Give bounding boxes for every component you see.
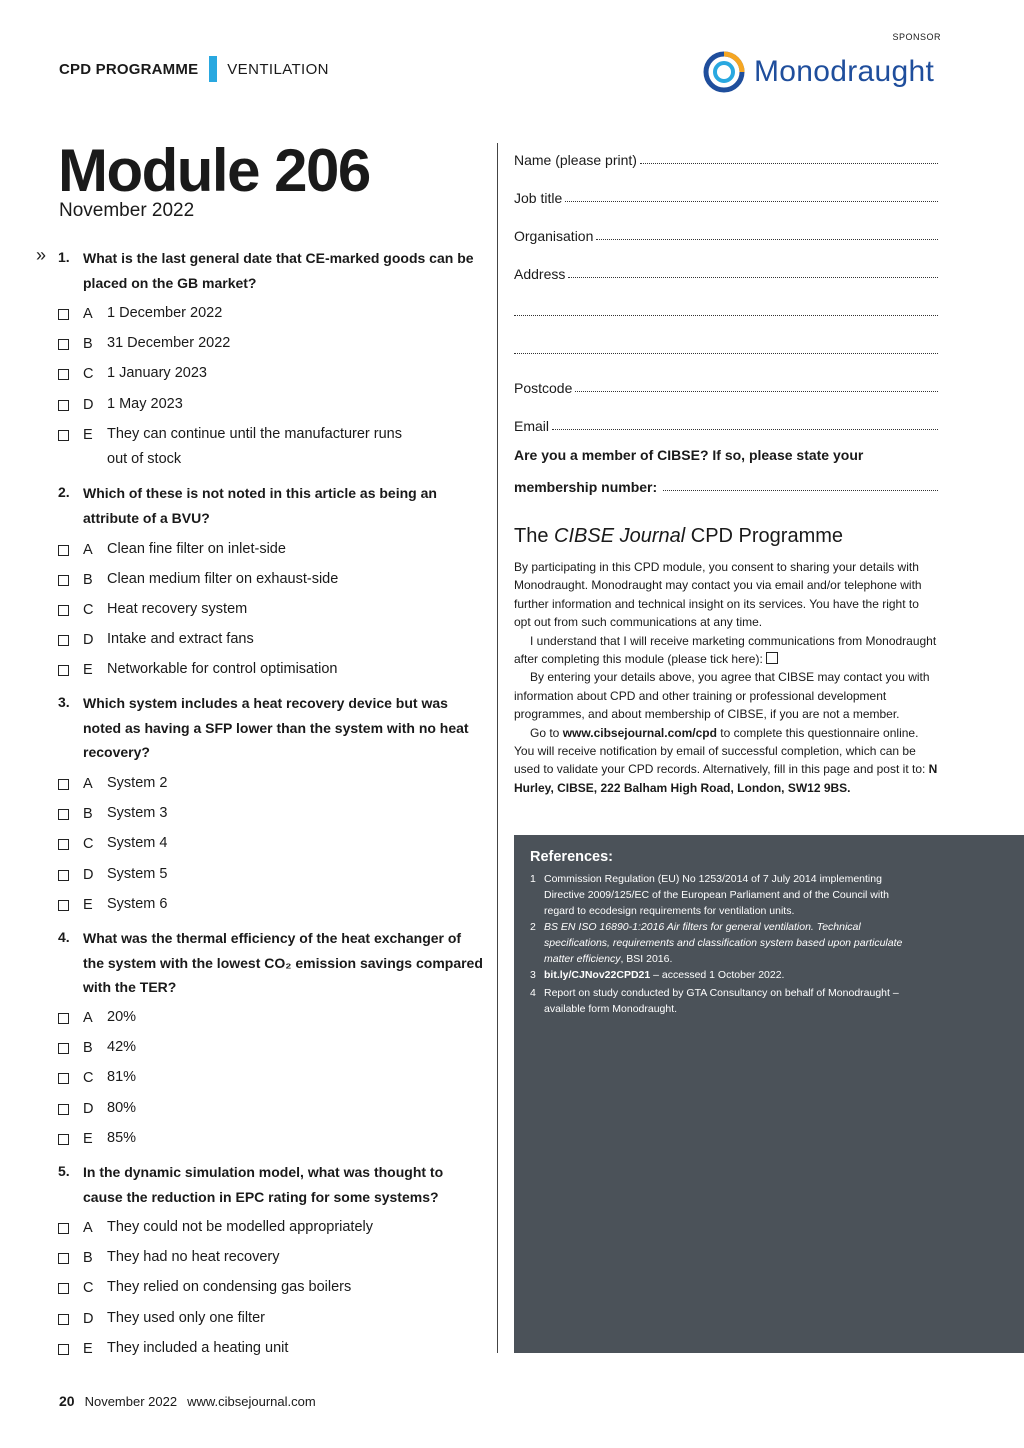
checkbox[interactable] <box>58 665 69 676</box>
checkbox[interactable] <box>58 1344 69 1355</box>
address-field[interactable]: Address <box>514 262 938 282</box>
job-title-field[interactable]: Job title <box>514 186 938 206</box>
checkbox[interactable] <box>58 1073 69 1084</box>
address-line-2[interactable] <box>514 300 938 320</box>
name-field[interactable]: Name (please print) <box>514 148 938 168</box>
monodraught-logo-icon <box>702 50 746 94</box>
checkbox[interactable] <box>58 635 69 646</box>
checkbox[interactable] <box>58 1104 69 1115</box>
email-field[interactable]: Email <box>514 414 938 434</box>
checkbox[interactable] <box>58 400 69 411</box>
question-number: 2. <box>58 484 70 500</box>
question-number: 5. <box>58 1163 70 1179</box>
question-text: What is the last general date that CE-marked goods can be placed on the GB market? <box>83 250 474 291</box>
marketing-paragraph: I understand that I will receive marketing communications from Monodraught after completing this module (please tick here): <box>514 633 937 667</box>
footer-date: November 2022 <box>84 1394 178 1409</box>
column-divider <box>497 143 498 1353</box>
checkbox[interactable] <box>58 1223 69 1234</box>
question-number: 3. <box>58 694 70 710</box>
checkbox[interactable] <box>58 369 69 380</box>
cpd-programme-title: The CIBSE Journal CPD Programme <box>514 525 844 547</box>
double-chevron-right-icon: » <box>36 245 47 265</box>
page-footer <box>59 1393 316 1409</box>
checkbox[interactable] <box>58 1253 69 1264</box>
checkbox[interactable] <box>58 809 69 820</box>
organisation-field[interactable]: Organisation <box>514 224 938 244</box>
checkbox[interactable] <box>58 545 69 556</box>
sponsor-name: Monodraught <box>754 55 935 88</box>
checkbox[interactable] <box>58 575 69 586</box>
address-line-3[interactable] <box>514 338 938 358</box>
references-title: References: <box>530 849 614 865</box>
checkbox[interactable] <box>58 1283 69 1294</box>
section-header <box>59 56 329 82</box>
topic-label: VENTILATION <box>227 60 329 78</box>
references-panel: References: 1 Commission Regulation (EU) No 1253/2014 of 7 July 2014 implementing Directive 2009/125/EC of the European Parliament and of the Council with regard to ecodesign requirements for ventilation units. 2 BS EN ISO 16890-1:2016 Air filters for general ventilation. Technical specifications, requirements and classification system based upon particulate matter efficiency, BSI 2016. 3 bit.ly/CJNov22CPD21 – accessed 1 October 2022. 4 Report on study conducted by GTA Consultancy on behalf of Monodraught – available form Monodraught. <box>514 835 1024 1353</box>
checkbox[interactable] <box>58 1134 69 1145</box>
membership-number-field[interactable]: membership number: <box>514 475 938 495</box>
checkbox[interactable] <box>58 900 69 911</box>
postal-address: N Hurley, CIBSE, 222 Balham High Road, London, SW12 9BS. <box>514 762 938 795</box>
question-number: 1. <box>58 249 70 265</box>
membership-question: Are you a member of CIBSE? If so, please state your <box>514 447 864 463</box>
consent-paragraph: By participating in this CPD module, you consent to sharing your details with Monodraught. Monodraught may contact you via email and/or telephone with further information and technical insight on its services. You have the right to opt out from such communications at any time. <box>514 560 922 630</box>
checkbox[interactable] <box>58 870 69 881</box>
cibse-contact-paragraph: By entering your details above, you agree that CIBSE may contact you with information about CPD and other training or professional development programmes, and about membership of CIBSE, if you are not a member. <box>514 670 930 722</box>
question-text: Which system includes a heat recovery device but was noted as having a SFP lower than the system with no heat recovery? <box>83 695 469 760</box>
marketing-checkbox[interactable] <box>766 652 778 664</box>
reference-link[interactable]: bit.ly/CJNov22CPD21 <box>544 969 651 981</box>
cpd-programme-body <box>514 558 938 797</box>
checkbox[interactable] <box>58 839 69 850</box>
module-date: November 2022 <box>59 200 195 221</box>
checkbox[interactable] <box>58 309 69 320</box>
checkbox[interactable] <box>58 1314 69 1325</box>
checkbox[interactable] <box>58 1043 69 1054</box>
checkbox[interactable] <box>58 430 69 441</box>
page-number: 20 <box>59 1393 75 1409</box>
checkbox[interactable] <box>58 605 69 616</box>
checkbox[interactable] <box>58 1013 69 1024</box>
question-text: What was the thermal efficiency of the heat exchanger of the system with the lowest CO₂ emission savings compared with the TER? <box>83 930 483 995</box>
checkbox[interactable] <box>58 779 69 790</box>
page-title: Module 206 <box>58 137 370 204</box>
postcode-field[interactable]: Postcode <box>514 376 938 396</box>
question-text: Which of these is not noted in this article as being an attribute of a BVU? <box>83 485 437 526</box>
programme-label: CPD PROGRAMME <box>59 60 199 78</box>
cpd-link[interactable]: www.cibsejournal.com/cpd <box>562 725 717 740</box>
footer-url[interactable]: www.cibsejournal.com <box>187 1394 316 1409</box>
question-text: In the dynamic simulation model, what was thought to cause the reduction in EPC rating for some systems? <box>83 1164 444 1205</box>
sponsor-logo <box>702 50 934 94</box>
checkbox[interactable] <box>58 339 69 350</box>
sponsor-label: SPONSOR <box>892 32 941 42</box>
instructions-paragraph: Go to www.cibsejournal.com/cpd to complete this questionnaire online. You will receive notification by email of successful completion, which can be used to validate your CPD records. Alternatively, fill in this page and post it to: N Hurley, CIBSE, 222 Balham High Road, London, SW12 9BS. <box>514 725 938 795</box>
question-number: 4. <box>58 929 70 945</box>
accent-bar <box>209 56 217 82</box>
